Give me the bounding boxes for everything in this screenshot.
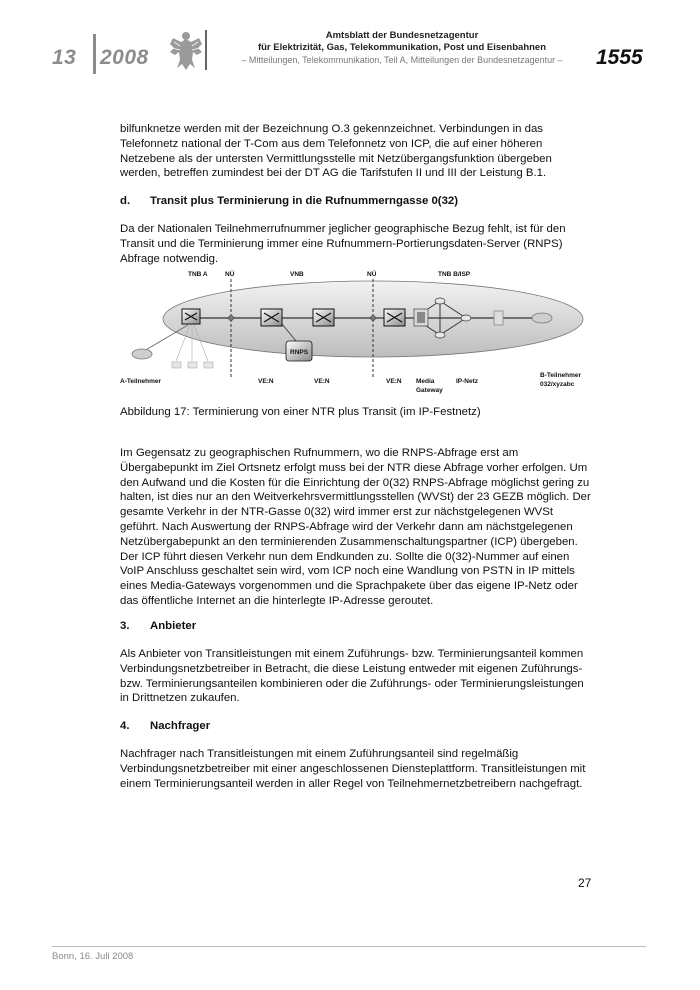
- label-tnb-b: TNB B/ISP: [438, 271, 471, 278]
- footer-date: Bonn, 16. Juli 2008: [52, 951, 134, 962]
- label-ve-2: VE:N: [314, 378, 330, 385]
- federal-eagle-icon: [168, 28, 204, 72]
- issue-year: 2008: [100, 46, 149, 69]
- section-heading-4: 4. Nachfrager: [120, 720, 211, 732]
- network-diagram: [118, 267, 588, 395]
- switch-tnb-b: [384, 309, 405, 326]
- telephone-a-icon: [132, 349, 152, 359]
- figure-caption: Abbildung 17: Terminierung von einer NTR plus Transit (im IP-Festnetz): [120, 406, 481, 418]
- journal-subtitle: – Mitteilungen, Telekommunikation, Teil A, Mitteilungen der Bundesnetzagentur –: [241, 55, 563, 65]
- ip-phone-icon: [494, 311, 503, 325]
- switch-vnb-1: [261, 309, 282, 326]
- label-b-teilnehmer-1: B-Teilnehmer: [540, 372, 582, 379]
- label-ve-3: VE:N: [386, 378, 402, 385]
- telephone-b-icon: [532, 313, 552, 323]
- media-gateway-icon: [414, 309, 428, 326]
- ip-phones-a-icon: [172, 362, 213, 368]
- label-nue-2: NÜ: [367, 271, 377, 278]
- label-rnps: RNPS: [290, 349, 309, 356]
- switch-tnb-a: [182, 309, 200, 324]
- label-nue-1: NÜ: [225, 271, 235, 278]
- header-divider-2: [205, 30, 207, 70]
- paragraph-3: Als Anbieter von Transitleistungen mit einem Zuführungs- bzw. Terminierungsanteil kommen Verbindungsnetzbetreiber in Betracht, die diese Leistung entweder mit eigenen Zuführungs- bzw. Terminierungsanteilen kombinieren oder die Zuführungs- oder Terminierungsleistungen in Drittnetzen zukaufen.: [120, 648, 584, 705]
- label-a-teilnehmer: A-Teilnehmer: [120, 378, 162, 385]
- label-media-gateway-2: Gateway: [416, 387, 443, 394]
- header-divider: [93, 34, 96, 74]
- document-page-number: 27: [578, 876, 592, 890]
- journal-title: Amtsblatt der Bundesnetzagentur für Elektrizität, Gas, Telekommunikation, Post und Eisenbahnen: [257, 30, 547, 53]
- label-media-gateway-1: Media: [416, 378, 435, 385]
- label-ip-netz: IP-Netz: [456, 378, 479, 385]
- section-heading-d: d. Transit plus Terminierung in die Rufnummerngasse 0(32): [120, 195, 459, 207]
- paragraph-main: Im Gegensatz zu geographischen Rufnummern, wo die RNPS-Abfrage erst am Übergabepunkt im Ziel Ortsnetz erfolgt muss bei der NTR diese Abfrage vorher erfolgen. Um den Aufwand und die Kosten für die Einrichtung der 0(32) RNPS-Abfrage möglichst gering zu halten, ist dies nur an den Weitverkehrsvermittlungsstellen (WVSt) der 23 GEZB möglich. Der gesamte Verkehr in der NTR-Gasse 0(32) wird immer erst zur nächstgelegenen WVSt geführt. Nach Auswertung der RNPS-Abfrage wird der Verkehr dann am nächstgelegenen Netzübergabepunkt an den terminierenden Zusammenschaltungspartner (ICP) übergeben. Der ICP führt diesen Verkehr nun dem Endkunden zu. Sollte die 0(32)-Nummer auf einen VoIP Anschluss geschaltet sein wird, vom ICP noch eine Wandlung von PSTN in IP mittels eines Media-Gateways vorgenommen und die Sprachpakete über das eigene IP-Netz oder das öffentliche Internet an die hinterlegte IP-Adresse geroutet.: [120, 447, 591, 607]
- paragraph-intro: bilfunknetze werden mit der Bezeichnung O.3 gekennzeichnet. Verbindungen in das Telefonnetz national der T-Com aus dem Telefonnetz von ICP, die auf einer höheren Netzebene als der untersten Vermittlungsstelle mit Netzübergangsfunktion übergeben werden, betreffen zumindest bei der DT AG die Tarifstufen II und III der Leistung B.1.: [120, 123, 552, 180]
- journal-page-number: 1555: [596, 46, 643, 69]
- switch-vnb-2: [313, 309, 334, 326]
- footer-rule: [52, 946, 646, 947]
- label-ve-1: VE:N: [258, 378, 274, 385]
- label-b-teilnehmer-2: 032/xyzabc: [540, 381, 575, 388]
- paragraph-4: Nachfrager nach Transitleistungen mit einem Zuführungsanteil sind regelmäßig Verbindungsnetzbetreiber mit einer angeschlossenen Diensteplattform. Transitleistungen mit einem Terminierungsanteil werden in aller Regel von Teilnehmernetzbetreibern nachgefragt.: [120, 748, 586, 790]
- label-vnb: VNB: [290, 271, 304, 278]
- paragraph-d: Da der Nationalen Teilnehmerrufnummer jeglicher geographische Bezug fehlt, ist für den Transit und die Terminierung immer eine Rufnummern-Portierungsdaten-Server (RNPS) Abfrage notwendig.: [120, 223, 566, 265]
- section-heading-3: 3. Anbieter: [120, 620, 197, 632]
- label-tnb-a: TNB A: [188, 271, 208, 278]
- issue-number: 13: [52, 46, 77, 69]
